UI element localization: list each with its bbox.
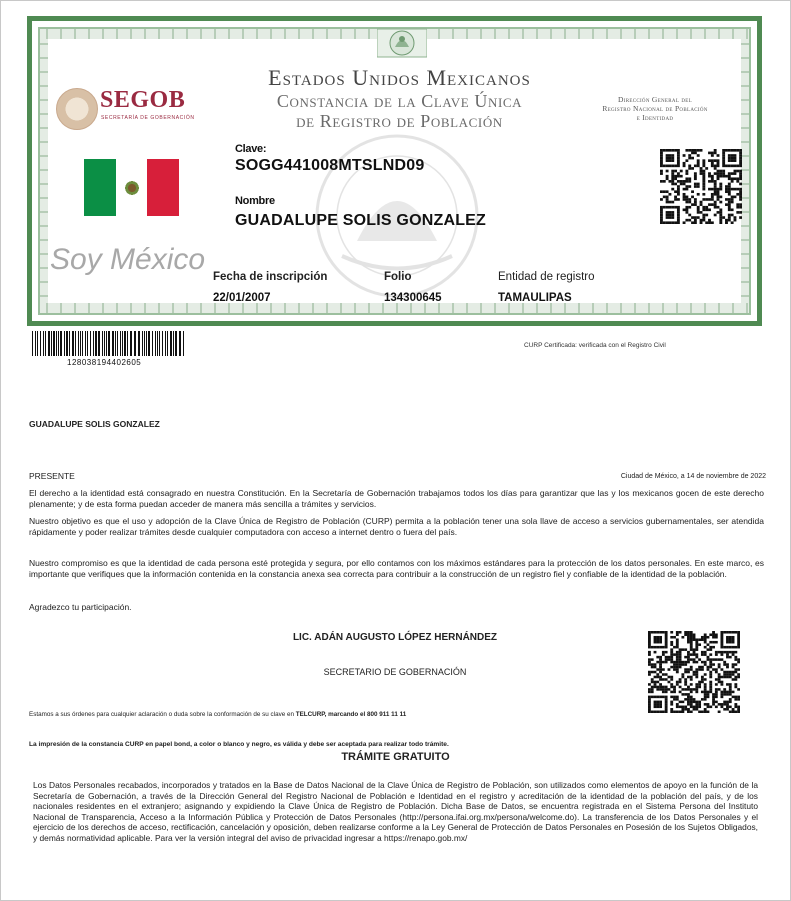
barcode-icon <box>32 331 185 356</box>
entidad-registro-value: TAMAULIPAS <box>498 292 572 304</box>
recipient-name: GUADALUPE SOLIS GONZALEZ <box>29 419 160 429</box>
privacy-notice: Los Datos Personales recabados, incorporados y tratados en la Base de Datos Nacional de la Clave Única de Registro de Población, son utilizados como elementos de apoyo en la función de la Secretaría de Gobernación, a través de la Dirección General del Registro Nacional de Población e Identidad en el registro y acreditación de la identidad de la población del país, y de los nacionales residentes en el extranjero; asignando y expidiendo la Clave Única de Registro de Población. Dicha Base de Datos, se encuentra registrada en el Sistema Persona del Instituto Nacional de Transparencia, Acceso a la Información Pública y Protección de Datos Personales (http://persona.ifai.org.mx/persona/welcome.do). La transferencia de los Datos Personales y el ejercicio de los derechos de acceso, rectificación, cancelación y oposición, deben realizarse conforme a la Ley General de Protección de Datos Personales en Posesión de los Sujetos Obligados, y demás normatividad aplicable. Para ver la versión integral del aviso de privacidad ingresar a https://renapo.gob.mx/ <box>33 780 758 843</box>
fecha-inscripcion-label: Fecha de inscripción <box>213 271 328 283</box>
signer-name: LIC. ADÁN AUGUSTO LÓPEZ HERNÁNDEZ <box>292 632 498 643</box>
title-constancia: Constancia de la Clave Única <box>276 91 523 111</box>
mexican-flag-icon <box>84 159 179 216</box>
segob-seal-icon <box>56 88 98 130</box>
flag-emblem-icon <box>124 180 140 196</box>
greek-fret-bottom <box>40 303 749 313</box>
qr-code-icon[interactable] <box>660 149 742 224</box>
curp-certified-note: CURP Certificada: verificada con el Registro Civil <box>524 342 666 349</box>
national-shield-icon <box>377 23 427 61</box>
thanks-line: Agradezco tu participación. <box>29 602 132 612</box>
dg-line-2: Registro Nacional de Población <box>602 104 708 113</box>
clave-value: SOGG441008MTSLND09 <box>235 157 425 174</box>
contact-prefix: Estamos a sus órdenes para cualquier aclaración o duda sobre la conformación de su clave en <box>29 711 296 718</box>
presente-label: PRESENTE <box>29 471 75 481</box>
barcode-number: 128038194402605 <box>67 358 142 367</box>
signer-title: SECRETARIO DE GOBERNACIÓN <box>323 667 467 677</box>
title-estados-unidos: Estados Unidos Mexicanos <box>268 65 531 90</box>
folio-label: Folio <box>384 271 412 283</box>
nombre-label: Nombre <box>235 195 275 207</box>
paragraph-3: Nuestro compromiso es que la identidad de cada persona esté protegida y segura, por ello contamos con los máximos estándares para la protección de los datos personales. En este marco, es importante que verifiques que la información contenida en la constancia anexa sea correcta para contribuir a la construcción de un registro fiel y confiable de la identidad de la población. <box>29 558 764 579</box>
segob-logo-text: SEGOB <box>100 87 186 113</box>
clave-label: Clave: <box>235 143 267 155</box>
fecha-inscripcion-value: 22/01/2007 <box>213 292 271 304</box>
soy-mexico-logo: Soy México <box>50 243 206 276</box>
direccion-general-text <box>565 95 745 122</box>
segob-tagline: SECRETARÍA DE GOBERNACIÓN <box>101 115 195 121</box>
curp-certificate <box>27 16 762 326</box>
folio-value: 134300645 <box>384 292 442 304</box>
dg-line-3: e Identidad <box>636 113 674 122</box>
place-date: Ciudad de México, a 14 de noviembre de 2022 <box>620 473 766 480</box>
entidad-registro-label: Entidad de registro <box>498 271 595 283</box>
contact-line <box>29 710 406 721</box>
paragraph-1: El derecho a la identidad está consagrado en nuestra Constitución. En la Secretaría de Gobernación trabajamos todos los días para garantizar que las y los mexicanos gocen de este derecho plenamente; y de esta forma puedan acceder de manera más sencilla a trámites y servicios. <box>29 488 764 509</box>
print-notice: La impresión de la constancia CURP en papel bond, a color o blanco y negro, es válida y debe ser aceptada para realizar todo trámite. <box>29 741 449 748</box>
tramite-gratuito: TRÁMITE GRATUITO <box>341 751 450 763</box>
dg-line-1: Dirección General del <box>618 95 692 104</box>
nombre-value: GUADALUPE SOLIS GONZALEZ <box>235 212 487 229</box>
paragraph-2: Nuestro objetivo es que el uso y adopción de la Clave Única de Registro de Población (CURP) permita a la población tener una sola llave de acceso a servicios gubernamentales, ser atendida rápidamente y poder realizar trámites desde cualquier computadora con acceso a internet dentro o fuera del país. <box>29 516 764 537</box>
telcurp-contact: TELCURP, marcando el 800 911 11 11 <box>295 711 407 718</box>
title-registro: de Registro de Población <box>296 111 503 131</box>
qr-code-icon[interactable] <box>648 631 740 713</box>
